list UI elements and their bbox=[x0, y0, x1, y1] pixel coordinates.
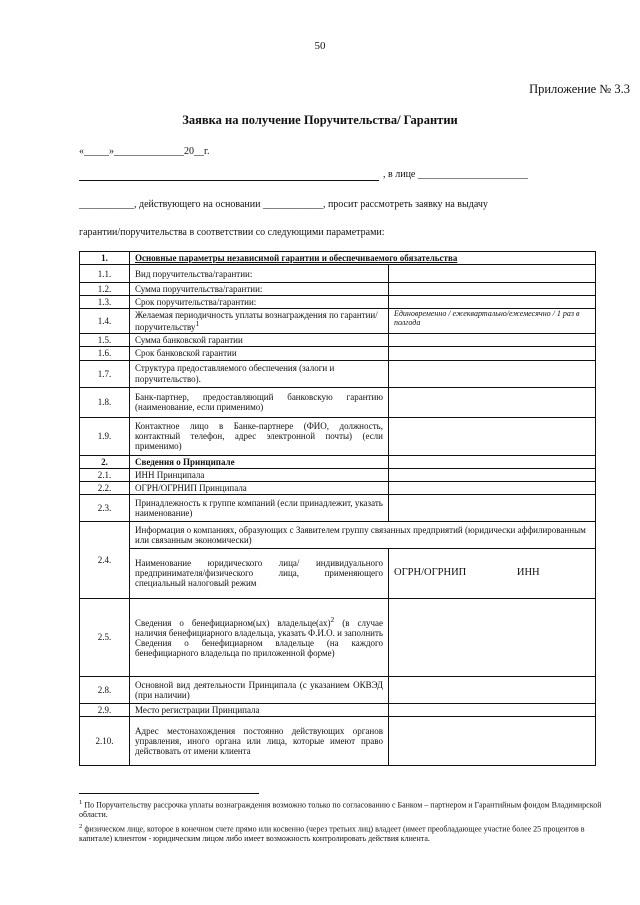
payment-frequency-options[interactable]: Единовременно / ежеквартально/ежемесячно / 1 раз в полгода bbox=[389, 309, 596, 334]
basis-line: ___________, действующего на основании ____________, просит рассмотреть заявку на выдачу bbox=[79, 199, 488, 210]
table-row bbox=[80, 598, 596, 676]
footnote-mark: 1 bbox=[79, 799, 83, 806]
footnote-2 bbox=[79, 823, 604, 844]
table-row bbox=[80, 716, 596, 765]
row-label bbox=[130, 598, 389, 676]
ogrn-header: ОГРН/ОГРНИП bbox=[394, 567, 467, 579]
row-number: 1.5. bbox=[80, 334, 130, 347]
row-number: 1.6. bbox=[80, 347, 130, 360]
row-label bbox=[130, 309, 389, 334]
value-cell bbox=[389, 455, 596, 468]
table-row bbox=[80, 676, 596, 703]
value-cell[interactable] bbox=[389, 347, 596, 360]
value-cell[interactable] bbox=[389, 360, 596, 387]
footnote-1 bbox=[79, 799, 604, 820]
footnote-text: По Поручительству рассрочка уплаты вознаграждения возможно только по согласованию с Банком – партнером и Гарантийным фондом Владимирской области. bbox=[79, 800, 602, 820]
row-label: Банк-партнер, предоставляющий банковскую гарантию (наименование, если применимо) bbox=[130, 387, 389, 417]
row-number: 2. bbox=[80, 455, 130, 468]
date-line: «_____»______________20__г. bbox=[79, 146, 210, 157]
value-cell[interactable] bbox=[389, 703, 596, 716]
row-label: Контактное лицо в Банке-партнере (ФИО, должность, контактный телефон, адрес электронной почты) (если применимо) bbox=[130, 417, 389, 455]
table-row bbox=[80, 296, 596, 309]
value-cell[interactable] bbox=[389, 296, 596, 309]
value-cell[interactable] bbox=[389, 481, 596, 494]
footnote-mark: 2 bbox=[79, 823, 83, 830]
table-row bbox=[80, 334, 596, 347]
row-number: 2.9. bbox=[80, 703, 130, 716]
value-cell[interactable] bbox=[389, 676, 596, 703]
row-label: Вид поручительства/гарантии: bbox=[130, 265, 389, 283]
document-title: Заявка на получение Поручительства/ Гарантии bbox=[182, 113, 458, 127]
row-number: 2.5. bbox=[80, 598, 130, 676]
table-row bbox=[80, 309, 596, 334]
row-label-text: Сведения о бенефициарном(ых) владельце(ах) bbox=[135, 618, 331, 629]
row-number: 1. bbox=[80, 252, 130, 265]
column-headers bbox=[389, 548, 596, 598]
row-number: 1.1. bbox=[80, 265, 130, 283]
row-number: 2.8. bbox=[80, 676, 130, 703]
table-row bbox=[80, 521, 596, 548]
table-row bbox=[80, 387, 596, 417]
row-number: 2.2. bbox=[80, 481, 130, 494]
row-number: 1.3. bbox=[80, 296, 130, 309]
section-row bbox=[80, 455, 596, 468]
footnote-ref: 2 bbox=[330, 615, 335, 625]
footnote-text: физическом лице, которое в конечном счете прямо или косвенно (через третьих лиц) владеет (имеет преобладающее участие более 25 процентов в капитале) клиентом - юридическим лицом либо имеет возможность контролировать действия клиента. bbox=[79, 824, 585, 844]
table-row bbox=[80, 360, 596, 387]
row-number: 2.1. bbox=[80, 468, 130, 481]
row-label: ОГРН/ОГРНИП Принципала bbox=[130, 481, 389, 494]
table-row bbox=[80, 548, 596, 598]
row-label: Сумма банковской гарантии bbox=[130, 334, 389, 347]
inn-header: ИНН bbox=[516, 567, 540, 579]
row-label: Адрес местонахождения постоянно действующих органов управления, иного органа или лица, которые имеют право действовать от имени клиента bbox=[130, 716, 389, 765]
row-label: Принадлежность к группе компаний (если принадлежит, указать наименование) bbox=[130, 494, 389, 521]
row-label: Наименование юридического лица/ индивидуального предпринимателя/физического лица, применяющего специальный налоговый режим bbox=[130, 548, 389, 598]
value-cell[interactable] bbox=[389, 716, 596, 765]
table-row bbox=[80, 481, 596, 494]
row-label: Основной вид деятельности Принципала (с указанием ОКВЭД (при наличии) bbox=[130, 676, 389, 703]
table-row bbox=[80, 703, 596, 716]
section-title: Сведения о Принципале bbox=[130, 455, 389, 468]
representative-line: , в лице ______________________ bbox=[383, 169, 528, 180]
row-label: Срок поручительства/гарантии: bbox=[130, 296, 389, 309]
row-number: 2.10. bbox=[80, 716, 130, 765]
row-number: 2.4. bbox=[80, 521, 130, 598]
section-title: Основные параметры независимой гарантии и обеспечиваемого обязательства bbox=[130, 252, 596, 265]
row-label: Информация о компаниях, образующих с Заявителем группу связанных предприятий (юридически аффилированным или связанным экономически) bbox=[130, 521, 596, 548]
row-number: 1.2. bbox=[80, 283, 130, 296]
row-label: Место регистрации Принципала bbox=[130, 703, 389, 716]
table-row bbox=[80, 494, 596, 521]
row-label: ИНН Принципала bbox=[130, 468, 389, 481]
row-label: Срок банковской гарантии bbox=[130, 347, 389, 360]
table-row bbox=[80, 417, 596, 455]
table-row bbox=[80, 265, 596, 283]
value-cell[interactable] bbox=[389, 387, 596, 417]
applicant-name-blank bbox=[79, 180, 379, 181]
row-number: 1.9. bbox=[80, 417, 130, 455]
parameters-intro: гарантии/поручительства в соответствии со следующими параметрами: bbox=[79, 227, 385, 238]
value-cell[interactable] bbox=[389, 417, 596, 455]
page-number: 50 bbox=[314, 40, 326, 52]
row-number: 1.8. bbox=[80, 387, 130, 417]
row-number: 2.3. bbox=[80, 494, 130, 521]
value-cell[interactable] bbox=[389, 598, 596, 676]
application-table bbox=[79, 251, 596, 766]
value-cell[interactable] bbox=[389, 494, 596, 521]
footnote-ref: 1 bbox=[195, 319, 200, 329]
value-cell[interactable] bbox=[389, 468, 596, 481]
table-row bbox=[80, 347, 596, 360]
annex-label: Приложение № 3.3 bbox=[529, 82, 630, 96]
footnote-separator bbox=[79, 793, 259, 794]
value-cell[interactable] bbox=[389, 283, 596, 296]
row-label: Структура предоставляемого обеспечения (залоги и поручительство). bbox=[130, 360, 389, 387]
value-cell[interactable] bbox=[389, 334, 596, 347]
section-row bbox=[80, 252, 596, 265]
table-row bbox=[80, 283, 596, 296]
row-label-text-continued: (в случае наличия бенефициарного владельца, указать Ф.И.О. и заполнить Сведения о бенефициарном владельце (на каждого бенефициарного владельца по приложенной форме) bbox=[135, 618, 384, 659]
row-number: 1.7. bbox=[80, 360, 130, 387]
row-label-text: Желаемая периодичность уплаты вознаграждения по гарантии/поручительству bbox=[135, 310, 378, 333]
row-label: Сумма поручительства/гарантии: bbox=[130, 283, 389, 296]
row-number: 1.4. bbox=[80, 309, 130, 334]
value-cell[interactable] bbox=[389, 265, 596, 283]
table-row bbox=[80, 468, 596, 481]
